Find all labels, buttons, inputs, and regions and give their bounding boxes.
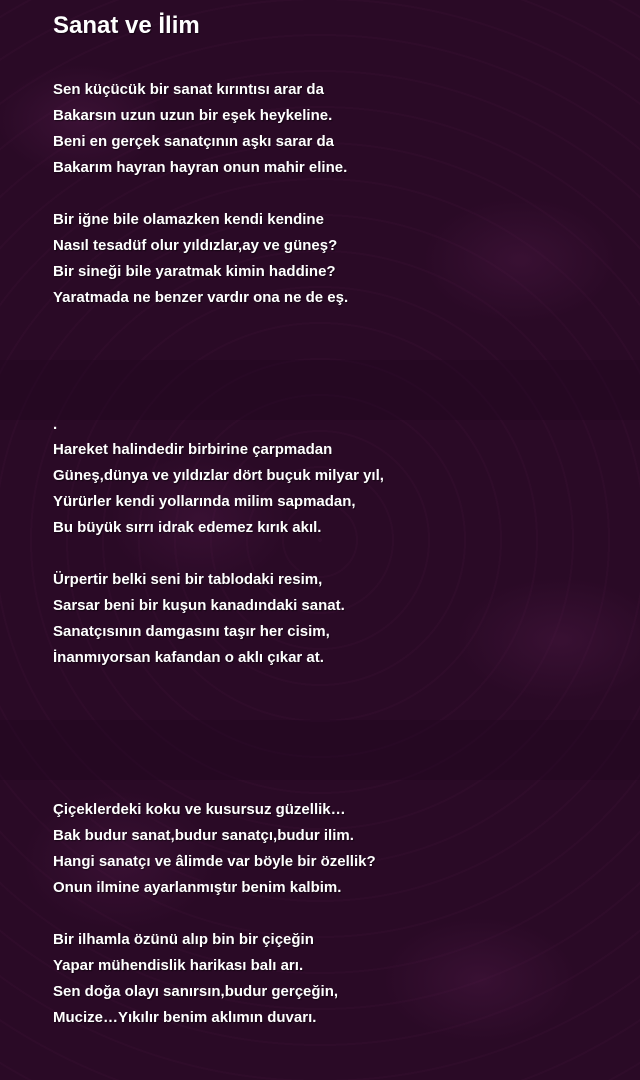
poem-line: Bu büyük sırrı idrak edemez kırık akıl. — [53, 519, 322, 536]
poem-line: Bak budur sanat,budur sanatçı,budur ilim. — [53, 827, 354, 844]
poem-line: Güneş,dünya ve yıldızlar dört buçuk milyar yıl, — [53, 467, 384, 484]
poem-line: Bir sineği bile yaratmak kimin haddine? — [53, 263, 336, 280]
poem-line: Sen küçücük bir sanat kırıntısı arar da — [53, 81, 324, 98]
poem-line: Ürpertir belki seni bir tablodaki resim, — [53, 571, 323, 588]
poem-line: Yürürler kendi yollarında milim sapmadan, — [53, 493, 356, 510]
stanza-1 — [53, 77, 347, 181]
poem-line: Sanatçısının damgasını taşır her cisim, — [53, 623, 330, 640]
poem-line: Sarsar beni bir kuşun kanadındaki sanat. — [53, 597, 345, 614]
stanza-5 — [53, 797, 376, 901]
poem-line: Bir iğne bile olamazken kendi kendine — [53, 211, 324, 228]
poem-line: Bakarım hayran hayran onun mahir eline. — [53, 159, 348, 176]
stanza-6 — [53, 927, 338, 1031]
poem-line: Hangi sanatçı ve âlimde var böyle bir özellik? — [53, 853, 376, 870]
poem-line: Sen doğa olayı sanırsın,budur gerçeğin, — [53, 983, 339, 1000]
stanza-4 — [53, 567, 345, 671]
poem-line: Bakarsın uzun uzun bir eşek heykeline. — [53, 107, 333, 124]
poem-line: İnanmıyorsan kafandan o aklı çıkar at. — [53, 649, 324, 666]
poem-line: Çiçeklerdeki koku ve kusursuz güzellik… — [53, 801, 346, 818]
separator-dot: . — [53, 416, 58, 433]
poem-line: Hareket halindedir birbirine çarpmadan — [53, 441, 333, 458]
decorative-band — [0, 720, 640, 780]
poem-line: Beni en gerçek sanatçının aşkı sarar da — [53, 133, 334, 150]
poem-title: Sanat ve İlim — [53, 12, 200, 39]
poem-line: Onun ilmine ayarlanmıştır benim kalbim. — [53, 879, 342, 896]
poem-line: Bir ilhamla özünü alıp bin bir çiçeğin — [53, 931, 314, 948]
poem-line: Mucize…Yıkılır benim aklımın duvarı. — [53, 1009, 317, 1026]
poem-line: Nasıl tesadüf olur yıldızlar,ay ve güneş? — [53, 237, 338, 254]
stanza-3 — [53, 437, 384, 541]
poem-line: Yaratmada ne benzer vardır ona ne de eş. — [53, 289, 349, 306]
stanza-2 — [53, 207, 348, 311]
decorative-band — [0, 360, 640, 420]
poem-line: Yapar mühendislik harikası balı arı. — [53, 957, 304, 974]
